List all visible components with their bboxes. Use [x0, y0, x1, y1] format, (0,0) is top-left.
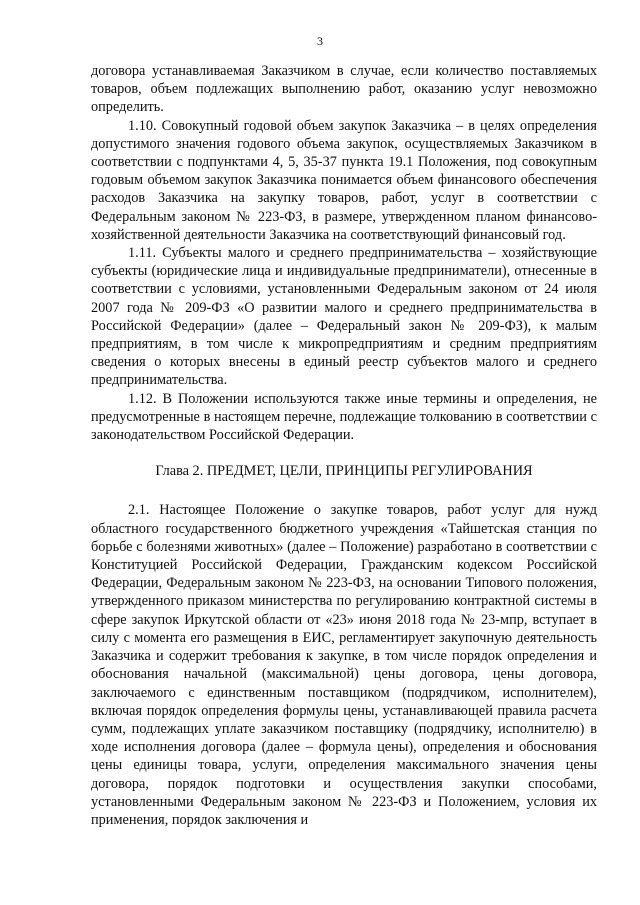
- paragraph-2-1: 2.1. Настоящее Положение о закупке товаров, работ услуг для нужд областного государственного бюджетного учреждения «Тайшетская станция по борьбе с болезнями животных» (далее – Положение) разработано в соответствии с Конституцией Российской Федерации, Гражданским кодексом Российской Федерации, Федеральным законом № 223-ФЗ, на основании Типового положения, утвержденного приказом министерства по регулированию контрактной системы в сфере закупок Иркутской области от «23» июня 2018 года № 23-мпр, вступает в силу с момента его размещения в ЕИС, регламентирует закупочную деятельность Заказчика и содержит требования к закупке, в том числе порядок определения и обоснования начальной (максимальной) цены договора, цены договора, заключаемого с единственным поставщиком (подрядчиком, исполнителем), включая порядок определения формулы цены, устанавливающей правила расчета сумм, подлежащих уплате заказчиком поставщику (подрядчику, исполнителю) в ходе исполнения договора (далее – формула цены), определения и обоснования цены единицы товара, услуги, определения максимального значения цены договора, порядок подготовки и осуществления закупки способами, установленными Федеральным законом № 223-ФЗ и Положением, условия их применения, порядок заключения и: [91, 502, 597, 828]
- paragraph-1-10: 1.10. Совокупный годовой объем закупок Заказчика – в целях определения допустимого значения годового объема закупок, осуществляемых Заказчиком в соответствии с подпунктами 4, 5, 35-37 пункта 19.1 Положения, под совокупным годовым объемом закупок Заказчика понимается объем финансового обеспечения расходов Заказчика на закупку товаров, работ, услуг в соответствии с Федеральным законом № 223-ФЗ, в размере, утвержденном планом финансово-хозяйственной деятельности Заказчика на соответствующий финансовый год.: [91, 117, 597, 243]
- paragraph-1-11: 1.11. Субъекты малого и среднего предпринимательства – хозяйствующие субъекты (юридические лица и индивидуальные предприниматели), отнесенные в соответствии с условиями, установленными Федеральным законом от 24 июля 2007 года № 209-ФЗ «О развитии малого и среднего предпринимательства в Российской Федерации» (далее – Федеральный закон № 209-ФЗ), к малым предприятиям, в том числе к микропредприятиям и средним предприятиям сведения о которых внесены в единый реестр субъектов малого и среднего предпринимательства.: [91, 245, 597, 389]
- page-number: 3: [317, 34, 323, 48]
- document-body: [91, 62, 597, 829]
- paragraph-1-12: 1.12. В Положении используются также иные термины и определения, не предусмотренные в настоящем перечне, подлежащие толкованию в соответствии с законодательством Российской Федерации.: [91, 390, 597, 444]
- paragraph-continuation: договора устанавливаемая Заказчиком в случае, если количество поставляемых товаров, объем подлежащих выполнению работ, оказанию услуг невозможно определить.: [91, 63, 597, 116]
- chapter-heading: Глава 2. ПРЕДМЕТ, ЦЕЛИ, ПРИНЦИПЫ РЕГУЛИРОВАНИЯ: [155, 463, 533, 480]
